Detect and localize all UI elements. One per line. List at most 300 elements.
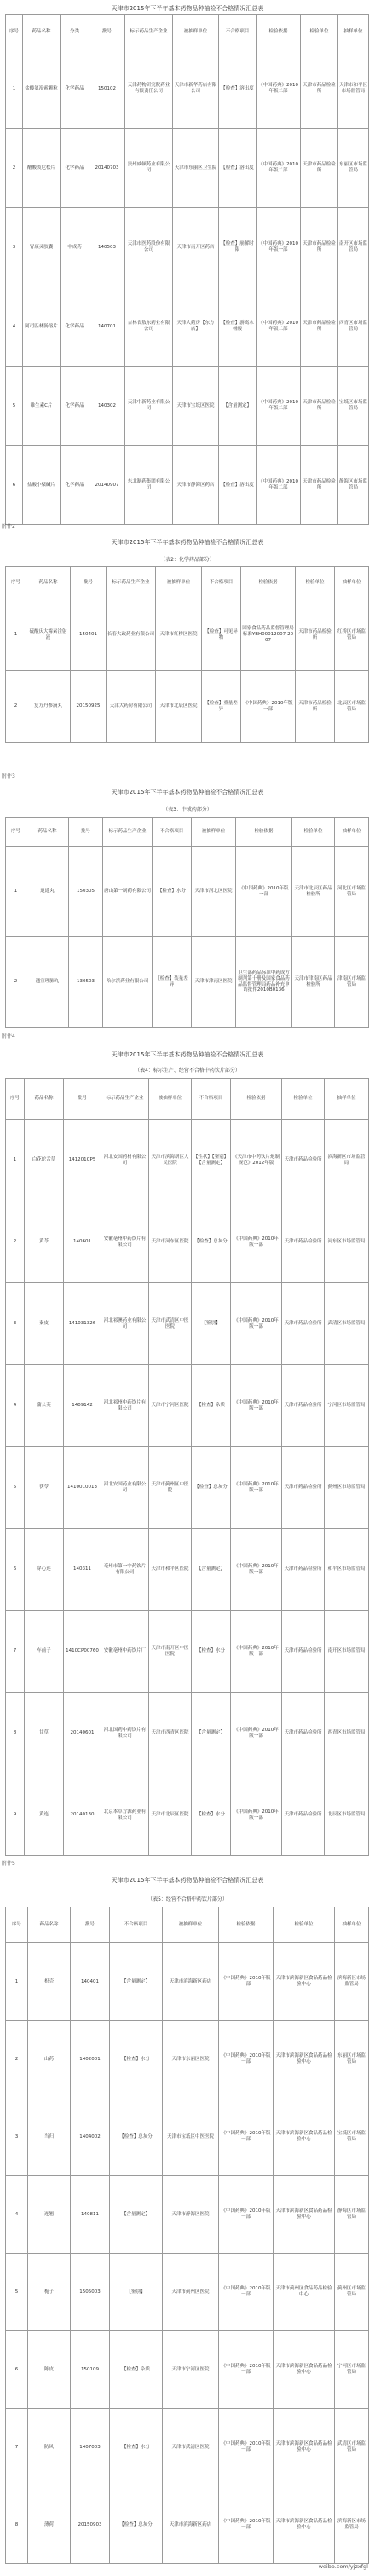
table-cell: 天津市药品检验所 [301, 287, 338, 367]
table-cell: 蓟州区市场监管局 [325, 1447, 369, 1529]
table-row [6, 49, 369, 129]
table-row [6, 129, 369, 208]
table-row [6, 1201, 369, 1283]
section-1-table [5, 14, 369, 525]
attachment-label-2: 附件2 [2, 524, 15, 530]
table-row [6, 2021, 369, 2098]
table-cell: 天津市药品检验所 [282, 1120, 325, 1201]
table-cell: 《中国药典》2010年版一部 [231, 1693, 282, 1774]
table-cell: 天津市蓟州区医院 [163, 2254, 219, 2331]
table-cell: 1407003 [71, 2409, 110, 2486]
column-header: 被抽样单位 [156, 567, 202, 599]
column-header: 抽样单位 [325, 1079, 369, 1120]
attachment-label-5: 附件5 [2, 1861, 15, 1867]
table-row [6, 1120, 369, 1201]
section-4-subtitle: （表4：标示生产、经营不合格中药饮片部分） [135, 1068, 240, 1074]
table-cell: 河北祁澳药业有限公司 [101, 1283, 149, 1365]
table-cell: 天津市药品检验所 [282, 1774, 325, 1856]
column-header: 检验单位 [282, 1079, 325, 1120]
table-cell: 醋酸泼尼松片 [23, 129, 61, 208]
table-cell: 150102 [89, 49, 125, 129]
table-cell: 3 [6, 2098, 28, 2176]
table-cell: 薄荷 [28, 2486, 71, 2564]
table-cell: 5 [6, 2254, 28, 2331]
table-cell: 《中国药典》2010年版一部 [231, 1774, 282, 1856]
table-row [6, 1529, 369, 1611]
column-header: 标示药品生产企业 [101, 1079, 149, 1120]
table-cell: 20140907 [89, 446, 125, 525]
table-cell: 140503 [89, 208, 125, 287]
table-row [6, 1283, 369, 1365]
table-cell: 1 [6, 847, 26, 937]
table-cell: 秦皮 [25, 1283, 64, 1365]
table-cell: 《中国药典》2010年版二部 [257, 287, 301, 367]
table-cell: 140601 [64, 1201, 101, 1283]
table-cell: 武清区市场监管局 [325, 1283, 369, 1365]
column-header: 不合格项目 [219, 15, 257, 49]
table-cell: 宁河区市场监管局 [325, 1365, 369, 1447]
table-cell: 黄芩 [25, 1201, 64, 1283]
table-cell: 【含量测定】 [219, 367, 257, 446]
table-cell: 红桥区市场监管局 [335, 599, 369, 671]
table-cell: 【性状】【鉴别】【含量测定】 [192, 1120, 231, 1201]
table-cell: 天津市新华药店有限公司 [173, 49, 219, 129]
column-header: 药品名称 [28, 1907, 71, 1943]
table-cell: 20150903 [71, 2486, 110, 2564]
column-header: 抽样单位 [335, 567, 369, 599]
section-3-subtitle: （表3：中成药部分） [163, 807, 212, 813]
column-header: 批号 [64, 1079, 101, 1120]
table-cell: 唐山第一制药有限公司 [103, 847, 153, 937]
table-row [6, 1365, 369, 1447]
table-cell: 陈皮 [28, 2331, 71, 2409]
table-cell: 化学药品 [61, 49, 89, 129]
table-cell: 化学药品 [61, 129, 89, 208]
table-cell: 《中国药典》2010年版一部 [236, 847, 292, 937]
table-cell: 1410CP00760 [64, 1611, 101, 1693]
table-cell: 天津市武清区中医医院 [149, 1283, 192, 1365]
table-cell: 天津市东丽区医院 [163, 2021, 219, 2098]
table-cell: 河北国药中药饮片有限公司 [101, 1693, 149, 1774]
table-cell: 1404002 [71, 2098, 110, 2176]
table-row [6, 1611, 369, 1693]
table-cell: 3 [6, 208, 23, 287]
table-cell: 河北祁州中药饮片有限公司 [101, 1365, 149, 1447]
table-cell: 天津市滨海新区食品药品检验中心 [274, 2021, 335, 2098]
table-cell: 国家食品药品监督管理局标准YBH00012007-2007 [241, 599, 296, 671]
table-cell: 盐酸氨溴索颗粒 [23, 49, 61, 129]
table-cell: 吉林省敖东药业有限公司 [125, 287, 173, 367]
table-cell: 【含量测定】 [192, 1529, 231, 1611]
table-cell: 6 [6, 2331, 28, 2409]
table-cell: 东北制药集团有限公司 [125, 446, 173, 525]
column-header: 检验依据 [219, 1907, 274, 1943]
table-row [6, 287, 369, 367]
table-cell: 【检查】溶出度 [219, 129, 257, 208]
table-cell: 防风 [28, 2409, 71, 2486]
table-cell: 【检查】水分 [110, 2409, 163, 2486]
table-cell: 《中国药典》2010年版二部 [257, 49, 301, 129]
table-cell: 天津市药品检验所 [282, 1365, 325, 1447]
table-cell: 滨海新区市场监管局 [335, 2486, 369, 2564]
table-cell: 【检查】总灰分 [110, 2098, 163, 2176]
table-cell: 天津市南开区中医医院 [149, 1611, 192, 1693]
table-cell: 复方丹参滴丸 [26, 671, 71, 743]
column-header: 标示药品生产企业 [107, 567, 156, 599]
table-cell: 20150925 [71, 671, 107, 743]
table-cell: 中成药 [61, 208, 89, 287]
table-row [6, 847, 369, 937]
table-cell: 蒲公英 [25, 1365, 64, 1447]
section-2-table [5, 566, 369, 743]
table-cell: 天津市医药股份有限公司 [125, 208, 173, 287]
table-cell: 【含量测定】 [110, 2176, 163, 2254]
section-5-table [5, 1907, 369, 2564]
table-cell: 天津市静海区医院 [163, 2176, 219, 2254]
table-cell: 宁河区市场监管局 [335, 2331, 369, 2409]
table-cell: 和平区市场监管局 [325, 1529, 369, 1611]
table-cell: 宝坻区市场监管局 [338, 367, 369, 446]
table-cell: 亳州市第一中药饮片有限公司 [101, 1529, 149, 1611]
table-row [6, 937, 369, 1028]
table-cell: 140311 [64, 1529, 101, 1611]
table-cell: 150305 [69, 847, 103, 937]
table-row [6, 671, 369, 743]
table-cell: 5 [6, 1447, 25, 1529]
table-cell: 《中国药典》2010年版一部 [219, 2021, 274, 2098]
table-cell: 穿心莲 [25, 1529, 64, 1611]
table-cell: 5 [6, 367, 23, 446]
table-cell: 《中国药典》2010年版一部 [219, 2176, 274, 2254]
table-cell: 天津市药品检验所 [301, 446, 338, 525]
table-cell: 《中国药典》2010年版一部 [219, 2409, 274, 2486]
column-header: 不合格项目 [153, 818, 192, 847]
table-cell: 天津市滨海新区药店 [163, 2486, 219, 2564]
weibo-watermark: weibo.com/yjzxfgl [318, 2563, 368, 2570]
table-cell: 武清区市场监管局 [335, 2409, 369, 2486]
table-cell: 东丽区市场监管局 [338, 129, 369, 208]
table-cell: 安徽亳州中药饮片有限公司 [101, 1201, 149, 1283]
column-header: 批号 [69, 818, 103, 847]
table-cell: 黄连 [25, 1774, 64, 1856]
table-cell: 天津市南开区药店 [173, 208, 219, 287]
table-cell: 津南区市场监管局 [335, 937, 369, 1028]
table-row [6, 208, 369, 287]
table-cell: 4 [6, 1365, 25, 1447]
table-row [6, 1447, 369, 1529]
table-cell: 枳壳 [28, 1943, 71, 2021]
table-cell: 150401 [71, 599, 107, 671]
table-cell: 滨海新区市场监管局 [325, 1120, 369, 1201]
table-cell: 天津市药品检验所 [282, 1447, 325, 1529]
section-1-title: 天津市2015年下半年基本药物品种抽检不合格情况汇总表 [111, 5, 264, 12]
column-header: 检验依据 [241, 567, 296, 599]
table-cell: 宝坻区市场监管局 [335, 2098, 369, 2176]
column-header: 序号 [6, 1079, 25, 1120]
table-cell: 天津市宁河区医院 [163, 2331, 219, 2409]
column-header: 批号 [71, 1907, 110, 1943]
table-header-row [6, 1907, 369, 1943]
table-cell: 1410010013 [64, 1447, 101, 1529]
table-cell: 天津市药品检验所 [282, 1529, 325, 1611]
column-header: 抽样单位 [338, 15, 369, 49]
section-3-table [5, 817, 369, 1028]
table-cell: 白花蛇舌草 [25, 1120, 64, 1201]
table-cell: 1402001 [71, 2021, 110, 2098]
table-cell: 4 [6, 2176, 28, 2254]
table-cell: 连翘 [28, 2176, 71, 2254]
table-cell: 140401 [71, 1943, 110, 2021]
table-cell: 141031326 [64, 1283, 101, 1365]
table-cell: 7 [6, 2409, 28, 2486]
table-cell: 天津市滨海新区食品药品检验中心 [274, 2176, 335, 2254]
table-cell: 天津市宝坻区中医医院 [163, 2098, 219, 2176]
table-cell: 2 [6, 671, 26, 743]
table-header-row [6, 567, 369, 599]
table-cell: 8 [6, 2486, 28, 2564]
table-row [6, 1693, 369, 1774]
table-cell: 车前子 [25, 1611, 64, 1693]
table-cell: 天津市滨海新区食品药品检验中心 [274, 2331, 335, 2409]
table-cell: 山药 [28, 2021, 71, 2098]
table-cell: 【检查】溶出度 [219, 49, 257, 129]
table-cell: 天津市津南区医院 [192, 937, 236, 1028]
table-cell: 天津市红桥区医院 [156, 599, 202, 671]
table-row [6, 2176, 369, 2254]
table-row [6, 367, 369, 446]
table-cell: 西青区市场监管局 [338, 287, 369, 367]
table-cell: 天津市滨海新区食品药品检验中心 [274, 1943, 335, 2021]
table-cell: 【检查】游离水杨酸 [219, 287, 257, 367]
table-cell: 1505003 [71, 2254, 110, 2331]
column-header: 被抽样单位 [163, 1907, 219, 1943]
table-cell: 天津市东丽区卫生院 [173, 129, 219, 208]
table-cell: 天津药物研究院药业有限责任公司 [125, 49, 173, 129]
table-header-row [6, 15, 369, 49]
table-cell: 《中国药典》2010年版一部 [231, 1201, 282, 1283]
table-cell: 北辰区市场监管局 [335, 671, 369, 743]
table-header-row [6, 1079, 369, 1120]
table-cell: 蓟州区市场监管局 [335, 2254, 369, 2331]
table-row [6, 2486, 369, 2564]
table-cell: 【检查】崩解时限 [219, 208, 257, 287]
section-3-title: 天津市2015年下半年基本药物品种抽检不合格情况汇总表 [111, 789, 264, 796]
table-cell: 《中国药典》2010年版一部 [219, 2098, 274, 2176]
column-header: 检验依据 [236, 818, 292, 847]
column-header: 标示药品生产企业 [125, 15, 173, 49]
column-header: 分类 [61, 15, 89, 49]
table-cell: 化学药品 [61, 287, 89, 367]
table-cell: 141201CP5 [64, 1120, 101, 1201]
table-cell: 天津市药品检验所 [296, 671, 335, 743]
table-cell: 甘草 [25, 1693, 64, 1774]
table-cell: 天津大药房有限公司 [107, 671, 156, 743]
table-cell: 天津市北辰区医院 [156, 671, 202, 743]
column-header: 检验单位 [292, 818, 335, 847]
table-cell: 【检查】溶出度 [219, 446, 257, 525]
section-2-title: 天津市2015年下半年基本药物品种抽检不合格情况汇总表 [111, 539, 264, 546]
table-cell: 硫酸庆大霉素注射液 [26, 599, 71, 671]
table-cell: 《中国药典》2010年版一部 [231, 1447, 282, 1529]
table-cell: 9 [6, 1774, 25, 1856]
table-cell: 滨海新区市场监管局 [335, 1943, 369, 2021]
table-cell: 天津市静海区药店 [173, 446, 219, 525]
table-cell: 《中国药典》2010年版一部 [219, 2254, 274, 2331]
table-cell: 北辰区市场监管局 [325, 1774, 369, 1856]
table-cell: 胃康灵胶囊 [23, 208, 61, 287]
column-header: 序号 [6, 818, 26, 847]
table-cell: 天津市滨海新区食品药品检验中心 [274, 2098, 335, 2176]
table-cell: 河东区市场监管局 [325, 1201, 369, 1283]
table-cell: 天津市西青区医院 [149, 1693, 192, 1774]
table-cell: 2 [6, 937, 26, 1028]
table-cell: 【检查】水分 [110, 2021, 163, 2098]
table-cell: 20140601 [64, 1693, 101, 1774]
table-cell: 1 [6, 1120, 25, 1201]
table-cell: 天津市北辰区医院 [149, 1774, 192, 1856]
table-cell: 【检查】水分 [153, 847, 192, 937]
table-cell: 北京本草方源药业有限公司 [101, 1774, 149, 1856]
table-row [6, 1774, 369, 1856]
table-cell: 140811 [71, 2176, 110, 2254]
table-cell: 6 [6, 1529, 25, 1611]
table-cell: 卫生部药品标准中药成方制剂第十册及国家食品药品监督管理局药品补充申请批件2010B0136 [236, 937, 292, 1028]
table-cell: 天津市宁河区医院 [149, 1365, 192, 1447]
column-header: 药品名称 [23, 15, 61, 49]
column-header: 检验单位 [301, 15, 338, 49]
table-cell: 《中国药典》2010年版一部 [231, 1529, 282, 1611]
table-cell: 《中国药典》2010年版二部 [257, 129, 301, 208]
table-cell: 《中国药典》2010年版一部 [241, 671, 296, 743]
table-cell: 天津市宝坻区医院 [173, 367, 219, 446]
column-header: 检验单位 [274, 1907, 335, 1943]
table-cell: 通宣理肺丸 [26, 937, 69, 1028]
column-header: 序号 [6, 15, 23, 49]
section-2-subtitle: （表2：化学药品部分） [160, 557, 215, 563]
table-cell: 东丽区市场监管局 [335, 2021, 369, 2098]
table-cell: 天津市河北区医院 [192, 847, 236, 937]
table-cell: 南开区市场监管局 [338, 208, 369, 287]
table-cell: 天津大药房【东方店】 [173, 287, 219, 367]
table-cell: 2 [6, 129, 23, 208]
table-cell: 1 [6, 599, 26, 671]
table-cell: 天津市药品检验所 [301, 367, 338, 446]
column-header: 不合格项目 [110, 1907, 163, 1943]
section-5-subtitle: （表5：经营不合格中药饮片部分） [147, 1896, 228, 1902]
table-cell: 《中国药典》2010年版一部 [231, 1365, 282, 1447]
table-cell: 《天津市中药饮片炮制规范》2012年版 [231, 1120, 282, 1201]
table-cell: 6 [6, 446, 23, 525]
table-cell: 【检查】重量差异 [202, 671, 241, 743]
table-cell: 化学药品 [61, 446, 89, 525]
table-cell: 《中国药典》2010年版一部 [231, 1611, 282, 1693]
table-cell: 天津中新药业有限公司 [125, 367, 173, 446]
table-row [6, 2331, 369, 2409]
table-cell: 140701 [89, 287, 125, 367]
table-cell: 【鉴别】 [110, 2254, 163, 2331]
table-cell: 盐酸小檗碱片 [23, 446, 61, 525]
column-header: 批号 [89, 15, 125, 49]
table-cell: 天津市武清区医院 [163, 2409, 219, 2486]
column-header: 抽样单位 [335, 818, 369, 847]
table-cell: 天津市河东区医院 [149, 1201, 192, 1283]
table-cell: 哈尔滨药业有限公司 [103, 937, 153, 1028]
table-cell: 天津市药品检验所 [296, 599, 335, 671]
table-cell: 【检查】总灰分 [192, 1447, 231, 1529]
table-cell: 天津市蓟州区食品药品检验中心 [274, 2254, 335, 2331]
table-cell: 化学药品 [61, 367, 89, 446]
table-cell: 20140703 [89, 129, 125, 208]
table-cell: 静海区市场监管局 [338, 446, 369, 525]
table-cell: 《中国药典》2010年版一部 [219, 2486, 274, 2564]
table-cell: 南开区市场监管局 [325, 1611, 369, 1693]
table-cell: 【检查】杂质 [192, 1365, 231, 1447]
table-cell: 天津市药品检验所 [301, 49, 338, 129]
table-cell: 天津市北辰区药品检验所 [292, 847, 335, 937]
table-cell: 河北区市场监管局 [335, 847, 369, 937]
column-header: 检验依据 [257, 15, 301, 49]
table-cell: 天津市药品检验所 [282, 1611, 325, 1693]
table-cell: 天津市药品检验所 [282, 1693, 325, 1774]
table-cell: 20140130 [64, 1774, 101, 1856]
table-cell: 天津市药品检验所 [282, 1201, 325, 1283]
table-cell: 8 [6, 1693, 25, 1774]
column-header: 被抽样单位 [149, 1079, 192, 1120]
column-header: 序号 [6, 567, 26, 599]
table-cell: 4 [6, 287, 23, 367]
table-row [6, 2098, 369, 2176]
table-row [6, 2254, 369, 2331]
table-cell: 【检查】杂质 [110, 2331, 163, 2409]
table-cell: 栀子 [28, 2254, 71, 2331]
table-cell: 【含量测定】 [192, 1693, 231, 1774]
table-cell: 茯苓 [25, 1447, 64, 1529]
table-cell: 天津市津南区药品检验所 [292, 937, 335, 1028]
table-cell: 《中国药典》2010年版一部 [219, 1943, 274, 2021]
table-cell: 静海区市场监管局 [335, 2176, 369, 2254]
table-cell: 140302 [89, 367, 125, 446]
table-header-row [6, 818, 369, 847]
table-cell: 1409142 [64, 1365, 101, 1447]
table-cell: 《中国药典》2010年版二部 [257, 367, 301, 446]
table-cell: 天津市滨海新区食品药品检验中心 [274, 2409, 335, 2486]
table-cell: 当归 [28, 2098, 71, 2176]
column-header: 不合格项目 [192, 1079, 231, 1120]
section-4-title: 天津市2015年下半年基本药物品种抽检不合格情况汇总表 [111, 1051, 264, 1058]
table-row [6, 446, 369, 525]
attachment-label-3: 附件3 [2, 773, 15, 779]
column-header: 抽样单位 [335, 1907, 369, 1943]
column-header: 标示药品生产企业 [103, 818, 153, 847]
column-header: 序号 [6, 1907, 28, 1943]
table-cell: 7 [6, 1611, 25, 1693]
table-cell: 天津市药品检验所 [301, 129, 338, 208]
column-header: 药品名称 [25, 1079, 64, 1120]
table-cell: 天津市药品检验所 [301, 208, 338, 287]
table-cell: 阿司匹林肠溶片 [23, 287, 61, 367]
table-row [6, 599, 369, 671]
table-cell: 《中国药典》2010年版一部 [219, 2331, 274, 2409]
table-cell: 逍遥丸 [26, 847, 69, 937]
table-cell: 1 [6, 1943, 28, 2021]
table-cell: 【检查】水分 [192, 1611, 231, 1693]
column-header: 检验依据 [231, 1079, 282, 1120]
attachment-label-4: 附件4 [2, 1033, 15, 1039]
table-cell: 维生素C片 [23, 367, 61, 446]
table-cell: 《中国药典》2010年版一部 [231, 1283, 282, 1365]
table-cell: 150109 [71, 2331, 110, 2409]
table-cell: 130503 [69, 937, 103, 1028]
